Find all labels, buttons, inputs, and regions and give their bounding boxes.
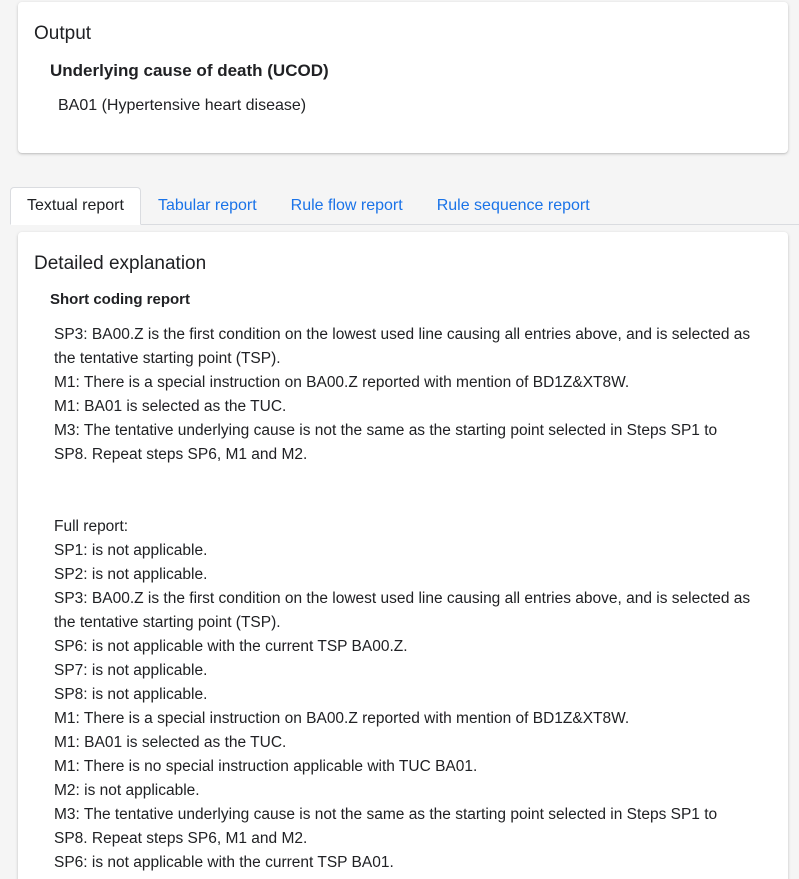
report-line: SP6: is not applicable with the current TSP BA01. bbox=[54, 854, 394, 871]
output-title: Output bbox=[34, 23, 92, 44]
report-line: SP6: is not applicable with the current TSP BA00.Z. bbox=[54, 638, 408, 655]
full-report bbox=[54, 515, 754, 875]
detailed-explanation-title: Detailed explanation bbox=[34, 253, 207, 274]
report-line: SP8: is not applicable. bbox=[54, 686, 208, 703]
report-line: M1: There is no special instruction applicable with TUC BA01. bbox=[54, 758, 478, 775]
short-coding-report bbox=[54, 323, 754, 467]
tab-textual-report[interactable]: Textual report bbox=[10, 187, 141, 225]
ucod-value: BA01 (Hypertensive heart disease) bbox=[58, 97, 307, 114]
report-line: SP3: BA00.Z is the first condition on the lowest used line causing all entries above, and is selected as the tentative starting point (TSP). bbox=[54, 326, 751, 367]
report-line: M1: There is a special instruction on BA00.Z reported with mention of BD1Z&XT8W. bbox=[54, 710, 630, 727]
tab-rule-flow-report[interactable]: Rule flow report bbox=[290, 196, 403, 214]
report-line: M2: is not applicable. bbox=[54, 782, 200, 799]
report-line: SP2: is not applicable. bbox=[54, 566, 208, 583]
report-line: M1: BA01 is selected as the TUC. bbox=[54, 398, 287, 415]
report-line: M1: There is a special instruction on BA00.Z reported with mention of BD1Z&XT8W. bbox=[54, 374, 630, 391]
report-line: SP3: BA00.Z is the first condition on the lowest used line causing all entries above, and is selected as the tentative starting point (TSP). bbox=[54, 590, 751, 631]
report-line: M3: The tentative underlying cause is not the same as the starting point selected in Steps SP1 to SP8. Repeat steps SP6, M1 and M2. bbox=[54, 806, 718, 847]
ucod-title: Underlying cause of death (UCOD) bbox=[50, 61, 329, 80]
full-report-heading: Full report: bbox=[54, 518, 129, 535]
detailed-explanation-card bbox=[18, 232, 788, 879]
output-card bbox=[18, 2, 788, 153]
report-line: SP7: is not applicable. bbox=[54, 662, 208, 679]
report-line: M1: BA01 is selected as the TUC. bbox=[54, 734, 287, 751]
short-coding-report-title: Short coding report bbox=[50, 291, 190, 308]
tab-rule-sequence-report[interactable]: Rule sequence report bbox=[436, 196, 590, 214]
report-line: SP1: is not applicable. bbox=[54, 542, 208, 559]
report-line: M3: The tentative underlying cause is not the same as the starting point selected in Steps SP1 to SP8. Repeat steps SP6, M1 and M2. bbox=[54, 422, 718, 463]
tab-tabular-report[interactable]: Tabular report bbox=[157, 196, 257, 214]
report-tabs bbox=[10, 186, 799, 225]
